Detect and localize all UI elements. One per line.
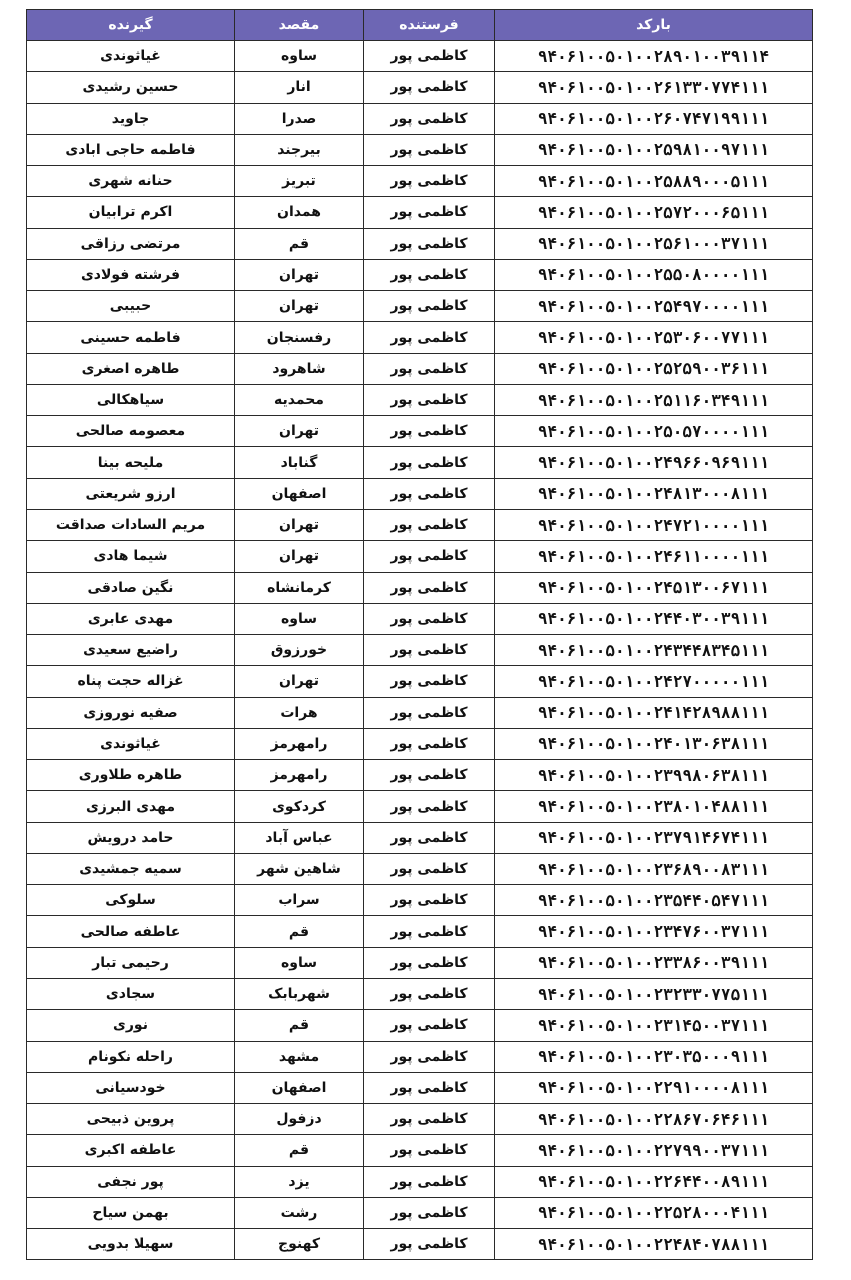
sender-cell: کاظمی پور	[364, 916, 495, 947]
destination-cell: کرمانشاه	[235, 572, 364, 603]
receiver-cell: سلوکی	[27, 885, 235, 916]
barcode-cell: ۹۴۰۶۱۰۰۵۰۱۰۰۲۴۳۴۴۸۳۴۵۱۱۱	[495, 635, 813, 666]
sender-cell: کاظمی پور	[364, 166, 495, 197]
receiver-cell: عاطفه اکبری	[27, 1135, 235, 1166]
barcode-cell: ۹۴۰۶۱۰۰۵۰۱۰۰۲۳۲۳۳۰۷۷۵۱۱۱	[495, 978, 813, 1009]
receiver-cell: مریم السادات صداقت	[27, 509, 235, 540]
receiver-cell: ارزو شریعتی	[27, 478, 235, 509]
receiver-cell: معصومه صالحی	[27, 416, 235, 447]
sender-cell: کاظمی پور	[364, 384, 495, 415]
table-body	[27, 41, 813, 1260]
receiver-cell: پور نجفی	[27, 1166, 235, 1197]
destination-cell: ساوه	[235, 603, 364, 634]
barcode-cell: ۹۴۰۶۱۰۰۵۰۱۰۰۲۴۶۱۱۰۰۰۰۱۱۱	[495, 541, 813, 572]
table-row	[27, 1010, 813, 1041]
table-row	[27, 478, 813, 509]
destination-cell: همدان	[235, 197, 364, 228]
destination-cell: بیرجند	[235, 134, 364, 165]
receiver-cell: طاهره طلاوری	[27, 760, 235, 791]
table-row	[27, 447, 813, 478]
barcode-cell: ۹۴۰۶۱۰۰۵۰۱۰۰۲۴۲۷۰۰۰۰۰۱۱۱	[495, 666, 813, 697]
table-row	[27, 197, 813, 228]
table-row	[27, 259, 813, 290]
sender-cell: کاظمی پور	[364, 885, 495, 916]
receiver-cell: راضیع سعیدی	[27, 635, 235, 666]
barcode-cell: ۹۴۰۶۱۰۰۵۰۱۰۰۲۳۳۸۶۰۰۳۹۱۱۱	[495, 947, 813, 978]
sender-cell: کاظمی پور	[364, 697, 495, 728]
table-row	[27, 541, 813, 572]
table-row	[27, 760, 813, 791]
barcode-cell: ۹۴۰۶۱۰۰۵۰۱۰۰۲۵۵۰۸۰۰۰۰۱۱۱	[495, 259, 813, 290]
sender-cell: کاظمی پور	[364, 41, 495, 72]
table-row	[27, 947, 813, 978]
barcode-cell: ۹۴۰۶۱۰۰۵۰۱۰۰۲۲۹۱۰۰۰۰۸۱۱۱	[495, 1072, 813, 1103]
barcode-cell: ۹۴۰۶۱۰۰۵۰۱۰۰۲۲۸۶۷۰۶۴۶۱۱۱	[495, 1104, 813, 1135]
receiver-cell: فاطمه حسینی	[27, 322, 235, 353]
receiver-cell: حامد درویش	[27, 822, 235, 853]
receiver-cell: سجادی	[27, 978, 235, 1009]
receiver-cell: فرشته فولادی	[27, 259, 235, 290]
barcode-cell: ۹۴۰۶۱۰۰۵۰۱۰۰۲۵۶۱۰۰۰۳۷۱۱۱	[495, 228, 813, 259]
destination-cell: شاهین شهر	[235, 853, 364, 884]
sender-cell: کاظمی پور	[364, 509, 495, 540]
sender-cell: کاظمی پور	[364, 603, 495, 634]
table-row	[27, 791, 813, 822]
sender-cell: کاظمی پور	[364, 853, 495, 884]
destination-cell: یزد	[235, 1166, 364, 1197]
table-row	[27, 916, 813, 947]
table-row	[27, 41, 813, 72]
receiver-cell: راحله نکونام	[27, 1041, 235, 1072]
sender-cell: کاظمی پور	[364, 1135, 495, 1166]
sender-cell: کاظمی پور	[364, 947, 495, 978]
sender-cell: کاظمی پور	[364, 103, 495, 134]
barcode-cell: ۹۴۰۶۱۰۰۵۰۱۰۰۲۶۰۷۴۷۱۹۹۱۱۱	[495, 103, 813, 134]
destination-cell: اصفهان	[235, 478, 364, 509]
table-row	[27, 103, 813, 134]
table-row	[27, 1166, 813, 1197]
receiver-cell: صفیه نوروزی	[27, 697, 235, 728]
destination-cell: رفسنجان	[235, 322, 364, 353]
barcode-cell: ۹۴۰۶۱۰۰۵۰۱۰۰۲۲۷۹۹۰۰۳۷۱۱۱	[495, 1135, 813, 1166]
table-row	[27, 1229, 813, 1260]
receiver-cell: غزاله حجت پناه	[27, 666, 235, 697]
sender-cell: کاظمی پور	[364, 134, 495, 165]
barcode-cell: ۹۴۰۶۱۰۰۵۰۱۰۰۲۳۷۹۱۴۶۷۴۱۱۱	[495, 822, 813, 853]
receiver-cell: خودسیانی	[27, 1072, 235, 1103]
sender-cell: کاظمی پور	[364, 291, 495, 322]
sender-cell: کاظمی پور	[364, 416, 495, 447]
receiver-cell: حنانه شهری	[27, 166, 235, 197]
table-row	[27, 1197, 813, 1228]
sender-cell: کاظمی پور	[364, 1229, 495, 1260]
header-sender: فرستنده	[364, 10, 495, 41]
table-row	[27, 822, 813, 853]
destination-cell: دزفول	[235, 1104, 364, 1135]
destination-cell: مشهد	[235, 1041, 364, 1072]
table-row	[27, 1072, 813, 1103]
destination-cell: رشت	[235, 1197, 364, 1228]
receiver-cell: جاوید	[27, 103, 235, 134]
receiver-cell: مرتضی رزاقی	[27, 228, 235, 259]
barcode-cell: ۹۴۰۶۱۰۰۵۰۱۰۰۲۵۸۸۹۰۰۰۵۱۱۱	[495, 166, 813, 197]
sender-cell: کاظمی پور	[364, 1010, 495, 1041]
barcode-cell: ۹۴۰۶۱۰۰۵۰۱۰۰۲۴۴۰۳۰۰۳۹۱۱۱	[495, 603, 813, 634]
table-row	[27, 885, 813, 916]
table-row	[27, 166, 813, 197]
table-row	[27, 72, 813, 103]
table-row	[27, 853, 813, 884]
sender-cell: کاظمی پور	[364, 259, 495, 290]
table-row	[27, 728, 813, 759]
table-row	[27, 416, 813, 447]
receiver-cell: طاهره اصغری	[27, 353, 235, 384]
destination-cell: ساوه	[235, 41, 364, 72]
barcode-cell: ۹۴۰۶۱۰۰۵۰۱۰۰۲۵۷۲۰۰۰۶۵۱۱۱	[495, 197, 813, 228]
sender-cell: کاظمی پور	[364, 635, 495, 666]
sender-cell: کاظمی پور	[364, 728, 495, 759]
sender-cell: کاظمی پور	[364, 353, 495, 384]
sender-cell: کاظمی پور	[364, 791, 495, 822]
sender-cell: کاظمی پور	[364, 541, 495, 572]
barcode-cell: ۹۴۰۶۱۰۰۵۰۱۰۰۲۳۵۴۴۰۵۴۷۱۱۱	[495, 885, 813, 916]
table-row	[27, 322, 813, 353]
barcode-cell: ۹۴۰۶۱۰۰۵۰۱۰۰۲۵۳۰۶۰۰۷۷۱۱۱	[495, 322, 813, 353]
sender-cell: کاظمی پور	[364, 1166, 495, 1197]
shipment-sheet	[26, 9, 812, 1260]
receiver-cell: بهمن سیاح	[27, 1197, 235, 1228]
destination-cell: تهران	[235, 541, 364, 572]
barcode-cell: ۹۴۰۶۱۰۰۵۰۱۰۰۲۴۷۲۱۰۰۰۰۱۱۱	[495, 509, 813, 540]
receiver-cell: غیاثوندی	[27, 41, 235, 72]
table-row	[27, 572, 813, 603]
table-row	[27, 978, 813, 1009]
sender-cell: کاظمی پور	[364, 572, 495, 603]
destination-cell: تبریز	[235, 166, 364, 197]
receiver-cell: نگین صادقی	[27, 572, 235, 603]
table-row	[27, 134, 813, 165]
destination-cell: تهران	[235, 509, 364, 540]
sender-cell: کاظمی پور	[364, 72, 495, 103]
header-row	[27, 10, 813, 41]
destination-cell: قم	[235, 916, 364, 947]
barcode-cell: ۹۴۰۶۱۰۰۵۰۱۰۰۲۵۲۵۹۰۰۳۶۱۱۱	[495, 353, 813, 384]
destination-cell: قم	[235, 1135, 364, 1166]
barcode-cell: ۹۴۰۶۱۰۰۵۰۱۰۰۲۳۹۹۸۰۶۳۸۱۱۱	[495, 760, 813, 791]
destination-cell: تهران	[235, 416, 364, 447]
barcode-cell: ۹۴۰۶۱۰۰۵۰۱۰۰۲۵۱۱۶۰۳۴۹۱۱۱	[495, 384, 813, 415]
destination-cell: رامهرمز	[235, 728, 364, 759]
barcode-cell: ۹۴۰۶۱۰۰۵۰۱۰۰۲۴۰۱۳۰۶۳۸۱۱۱	[495, 728, 813, 759]
barcode-cell: ۹۴۰۶۱۰۰۵۰۱۰۰۲۶۱۳۳۰۷۷۴۱۱۱	[495, 72, 813, 103]
barcode-cell: ۹۴۰۶۱۰۰۵۰۱۰۰۲۵۹۸۱۰۰۹۷۱۱۱	[495, 134, 813, 165]
receiver-cell: ملیحه بینا	[27, 447, 235, 478]
receiver-cell: حسین رشیدی	[27, 72, 235, 103]
receiver-cell: عاطفه صالحی	[27, 916, 235, 947]
receiver-cell: سمیه جمشیدی	[27, 853, 235, 884]
header-receiver: گیرنده	[27, 10, 235, 41]
barcode-cell: ۹۴۰۶۱۰۰۵۰۱۰۰۲۴۸۱۳۰۰۰۸۱۱۱	[495, 478, 813, 509]
sender-cell: کاظمی پور	[364, 478, 495, 509]
destination-cell: تهران	[235, 666, 364, 697]
table-row	[27, 1104, 813, 1135]
barcode-cell: ۹۴۰۶۱۰۰۵۰۱۰۰۲۸۹۰۱۰۰۳۹۱۱۴	[495, 41, 813, 72]
receiver-cell: فاطمه حاجی ابادی	[27, 134, 235, 165]
destination-cell: تهران	[235, 291, 364, 322]
table-row	[27, 697, 813, 728]
receiver-cell: سهیلا بدویی	[27, 1229, 235, 1260]
destination-cell: محمدیه	[235, 384, 364, 415]
sender-cell: کاظمی پور	[364, 978, 495, 1009]
table-row	[27, 291, 813, 322]
table-row	[27, 635, 813, 666]
receiver-cell: رحیمی تبار	[27, 947, 235, 978]
receiver-cell: اکرم ترابیان	[27, 197, 235, 228]
destination-cell: شهربابک	[235, 978, 364, 1009]
sender-cell: کاظمی پور	[364, 197, 495, 228]
destination-cell: سراب	[235, 885, 364, 916]
sender-cell: کاظمی پور	[364, 822, 495, 853]
barcode-cell: ۹۴۰۶۱۰۰۵۰۱۰۰۲۴۹۶۶۰۹۶۹۱۱۱	[495, 447, 813, 478]
receiver-cell: نوری	[27, 1010, 235, 1041]
receiver-cell: مهدی البرزی	[27, 791, 235, 822]
barcode-cell: ۹۴۰۶۱۰۰۵۰۱۰۰۲۴۱۴۲۸۹۸۸۱۱۱	[495, 697, 813, 728]
sender-cell: کاظمی پور	[364, 760, 495, 791]
sender-cell: کاظمی پور	[364, 1197, 495, 1228]
header-destination: مقصد	[235, 10, 364, 41]
barcode-cell: ۹۴۰۶۱۰۰۵۰۱۰۰۲۳۶۸۹۰۰۸۳۱۱۱	[495, 853, 813, 884]
barcode-cell: ۹۴۰۶۱۰۰۵۰۱۰۰۲۳۸۰۱۰۴۸۸۱۱۱	[495, 791, 813, 822]
sender-cell: کاظمی پور	[364, 447, 495, 478]
sender-cell: کاظمی پور	[364, 1072, 495, 1103]
barcode-cell: ۹۴۰۶۱۰۰۵۰۱۰۰۲۵۴۹۷۰۰۰۰۱۱۱	[495, 291, 813, 322]
barcode-cell: ۹۴۰۶۱۰۰۵۰۱۰۰۲۲۴۸۴۰۷۸۸۱۱۱	[495, 1229, 813, 1260]
sender-cell: کاظمی پور	[364, 1041, 495, 1072]
receiver-cell: پروین ذبیحی	[27, 1104, 235, 1135]
destination-cell: قم	[235, 228, 364, 259]
receiver-cell: حبیبی	[27, 291, 235, 322]
destination-cell: رامهرمز	[235, 760, 364, 791]
barcode-cell: ۹۴۰۶۱۰۰۵۰۱۰۰۲۳۱۴۵۰۰۳۷۱۱۱	[495, 1010, 813, 1041]
barcode-cell: ۹۴۰۶۱۰۰۵۰۱۰۰۲۲۵۲۸۰۰۰۴۱۱۱	[495, 1197, 813, 1228]
barcode-cell: ۹۴۰۶۱۰۰۵۰۱۰۰۲۴۵۱۳۰۰۶۷۱۱۱	[495, 572, 813, 603]
destination-cell: انار	[235, 72, 364, 103]
table-row	[27, 1041, 813, 1072]
header-barcode: بارکد	[495, 10, 813, 41]
table-row	[27, 509, 813, 540]
barcode-cell: ۹۴۰۶۱۰۰۵۰۱۰۰۲۳۰۳۵۰۰۰۹۱۱۱	[495, 1041, 813, 1072]
destination-cell: کهنوج	[235, 1229, 364, 1260]
sender-cell: کاظمی پور	[364, 1104, 495, 1135]
table-row	[27, 666, 813, 697]
sender-cell: کاظمی پور	[364, 666, 495, 697]
destination-cell: گناباد	[235, 447, 364, 478]
table-row	[27, 228, 813, 259]
destination-cell: هرات	[235, 697, 364, 728]
destination-cell: شاهرود	[235, 353, 364, 384]
receiver-cell: سیاهکالی	[27, 384, 235, 415]
table-row	[27, 384, 813, 415]
destination-cell: صدرا	[235, 103, 364, 134]
shipment-table	[26, 9, 813, 1260]
sender-cell: کاظمی پور	[364, 322, 495, 353]
destination-cell: قم	[235, 1010, 364, 1041]
barcode-cell: ۹۴۰۶۱۰۰۵۰۱۰۰۲۳۴۷۶۰۰۳۷۱۱۱	[495, 916, 813, 947]
destination-cell: ساوه	[235, 947, 364, 978]
receiver-cell: مهدی عابری	[27, 603, 235, 634]
destination-cell: عباس آباد	[235, 822, 364, 853]
table-row	[27, 1135, 813, 1166]
barcode-cell: ۹۴۰۶۱۰۰۵۰۱۰۰۲۲۶۴۴۰۰۸۹۱۱۱	[495, 1166, 813, 1197]
destination-cell: اصفهان	[235, 1072, 364, 1103]
table-row	[27, 603, 813, 634]
sender-cell: کاظمی پور	[364, 228, 495, 259]
table-row	[27, 353, 813, 384]
receiver-cell: شیما هادی	[27, 541, 235, 572]
barcode-cell: ۹۴۰۶۱۰۰۵۰۱۰۰۲۵۰۵۷۰۰۰۰۱۱۱	[495, 416, 813, 447]
destination-cell: کردکوی	[235, 791, 364, 822]
destination-cell: تهران	[235, 259, 364, 290]
receiver-cell: غیاثوندی	[27, 728, 235, 759]
destination-cell: خورزوق	[235, 635, 364, 666]
